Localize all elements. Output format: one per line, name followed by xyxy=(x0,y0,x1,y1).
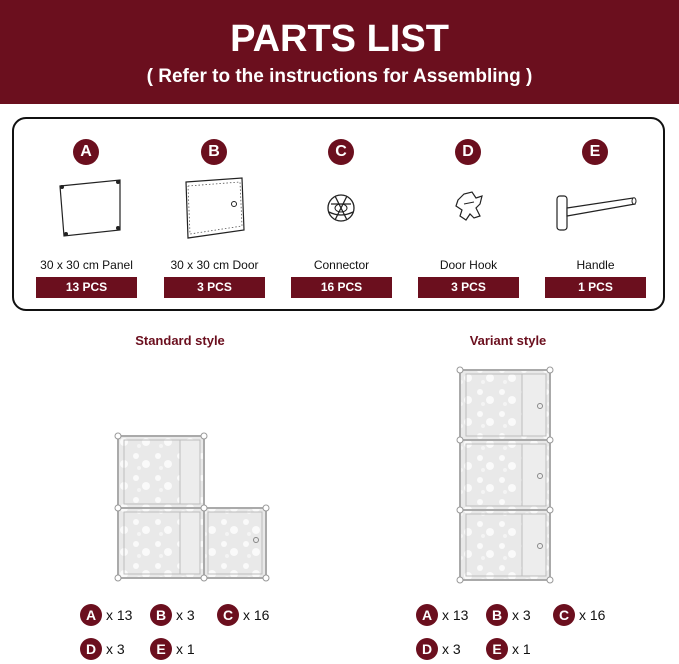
count-value: x 1 xyxy=(176,641,195,657)
count-value: x 3 xyxy=(512,607,531,623)
part-qty-badge: 16 PCS xyxy=(291,277,392,298)
panel-icon xyxy=(36,174,137,244)
door-icon xyxy=(164,174,265,244)
part-d xyxy=(418,119,519,309)
part-label: Handle xyxy=(576,258,615,272)
standard-count-row-1 xyxy=(80,604,300,630)
part-c xyxy=(291,119,392,309)
count-letter-badge: A xyxy=(80,604,102,626)
door-hook-icon xyxy=(418,174,519,244)
part-label: Connector xyxy=(313,258,370,272)
variant-count-row-2 xyxy=(416,638,636,664)
part-letter-badge: A xyxy=(73,139,99,165)
part-letter-badge: C xyxy=(328,139,354,165)
count-value: x 16 xyxy=(579,607,606,623)
header-banner xyxy=(0,0,679,104)
part-e xyxy=(545,119,646,309)
part-qty-badge: 3 PCS xyxy=(418,277,519,298)
count-letter-badge: A xyxy=(416,604,438,626)
variant-count-row-1 xyxy=(416,604,636,630)
part-letter-badge: D xyxy=(455,139,481,165)
count-letter-badge: B xyxy=(150,604,172,626)
parts-box xyxy=(12,117,665,311)
part-b xyxy=(164,119,265,309)
standard-count-row-2 xyxy=(80,638,300,664)
count-value: x 3 xyxy=(176,607,195,623)
count-value: x 3 xyxy=(106,641,125,657)
count-letter-badge: C xyxy=(553,604,575,626)
handle-icon xyxy=(545,174,646,244)
part-label: 30 x 30 cm Door xyxy=(170,258,259,272)
count-letter-badge: B xyxy=(486,604,508,626)
variant-cube-illustration xyxy=(452,364,558,586)
count-value: x 16 xyxy=(243,607,270,623)
part-qty-badge: 1 PCS xyxy=(545,277,646,298)
part-label: 30 x 30 cm Panel xyxy=(40,258,133,272)
page-title: PARTS LIST xyxy=(230,18,449,60)
count-value: x 1 xyxy=(512,641,531,657)
standard-cube-illustration xyxy=(108,428,276,586)
connector-icon xyxy=(291,174,392,244)
count-letter-badge: E xyxy=(486,638,508,660)
count-letter-badge: D xyxy=(80,638,102,660)
part-letter-badge: B xyxy=(201,139,227,165)
count-letter-badge: C xyxy=(217,604,239,626)
count-letter-badge: E xyxy=(150,638,172,660)
variant-style-title: Variant style xyxy=(469,333,547,348)
count-value: x 13 xyxy=(106,607,133,623)
count-letter-badge: D xyxy=(416,638,438,660)
part-letter-badge: E xyxy=(582,139,608,165)
count-value: x 3 xyxy=(442,641,461,657)
part-a xyxy=(36,119,137,309)
page-subtitle: ( Refer to the instructions for Assembling ) xyxy=(146,66,533,87)
part-qty-badge: 13 PCS xyxy=(36,277,137,298)
part-qty-badge: 3 PCS xyxy=(164,277,265,298)
count-value: x 13 xyxy=(442,607,469,623)
standard-style-title: Standard style xyxy=(135,333,225,348)
part-label: Door Hook xyxy=(439,258,498,272)
